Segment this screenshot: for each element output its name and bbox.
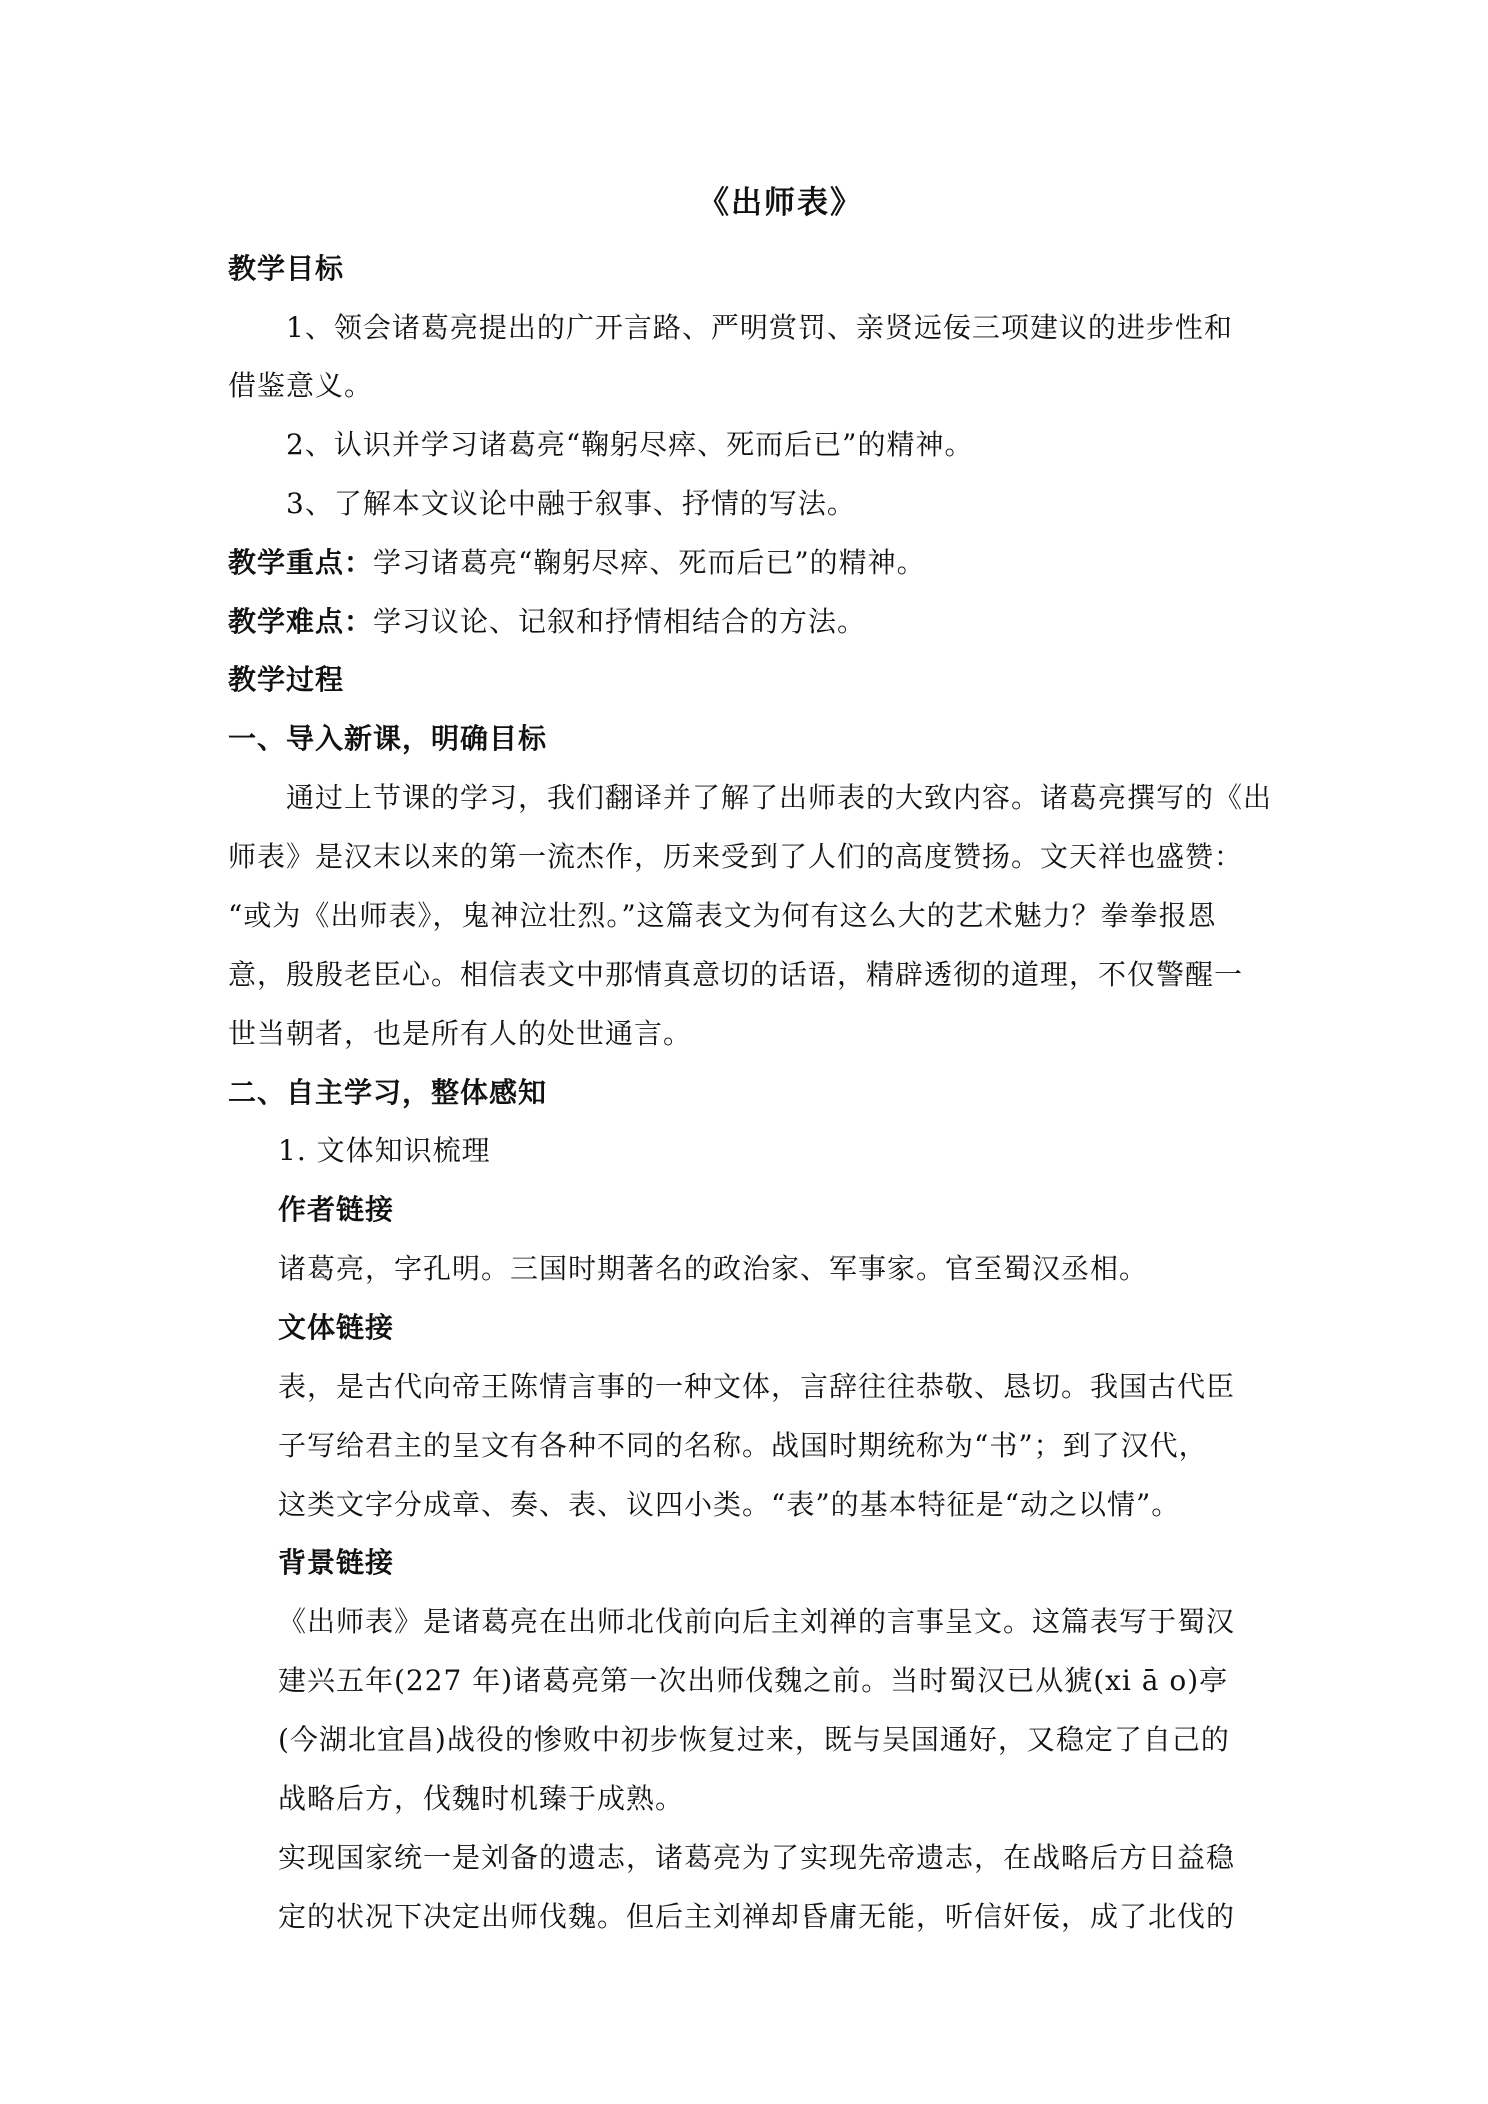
section-1-heading: 一、导入新课，明确目标: [228, 722, 548, 755]
genre-line: 子写给君主的呈文有各种不同的名称。战国时期统称为“书”；到了汉代，: [278, 1429, 1208, 1462]
intro-line: 意，殷殷老臣心。相信表文中那情真意切的话语，精辟透彻的道理，不仅警醒一: [228, 958, 1244, 991]
background-line: 战略后方，伐魏时机臻于成熟。: [278, 1782, 685, 1815]
section-2-heading: 二、自主学习，整体感知: [228, 1076, 548, 1109]
author-text: 诸葛亮，字孔明。三国时期著名的政治家、军事家。官至蜀汉丞相。: [278, 1252, 1149, 1285]
subsection-1: 1. 文体知识梳理: [278, 1134, 491, 1167]
process-heading: 教学过程: [228, 663, 345, 696]
background-line: 《出师表》是诸葛亮在出师北伐前向后主刘禅的言事呈文。这篇表写于蜀汉: [278, 1605, 1236, 1638]
key-point-label: 教学重点：: [228, 546, 374, 579]
key-point-row: [228, 545, 926, 581]
intro-line: 世当朝者，也是所有人的处世通言。: [228, 1017, 693, 1050]
final-line: 实现国家统一是刘备的遗志，诸葛亮为了实现先帝遗志，在战略后方日益稳: [278, 1841, 1236, 1874]
background-line: 建兴五年(227 年)诸葛亮第一次出师伐魏之前。当时蜀汉已从猇(xi ā o)亭: [278, 1664, 1229, 1697]
intro-line: 通过上节课的学习，我们翻译并了解了出师表的大致内容。诸葛亮撰写的《出: [286, 781, 1273, 814]
background-line: (今湖北宜昌)战役的惨败中初步恢复过来，既与吴国通好，又稳定了自己的: [278, 1723, 1230, 1756]
genre-line: 表，是古代向帝王陈情言事的一种文体，言辞往往恭敬、恳切。我国古代臣: [278, 1370, 1236, 1403]
difficulty-row: [228, 604, 866, 640]
difficulty-label: 教学难点：: [228, 605, 374, 638]
document-title: 《出师表》: [698, 185, 863, 221]
intro-line: 师表》是汉末以来的第一流杰作，历来受到了人们的高度赞扬。文天祥也盛赞：: [228, 840, 1244, 873]
key-point-text: 学习诸葛亮“鞠躬尽瘁、死而后已”的精神。: [373, 546, 926, 579]
objective-1-line-1: 1、领会诸葛亮提出的广开言路、严明赏罚、亲贤远佞三项建议的进步性和: [286, 311, 1233, 344]
objective-2: 2、认识并学习诸葛亮“鞠躬尽瘁、死而后已”的精神。: [286, 428, 974, 461]
background-heading: 背景链接: [278, 1546, 395, 1579]
genre-line: 这类文字分成章、奏、表、议四小类。“表”的基本特征是“动之以情”。: [278, 1488, 1181, 1521]
final-line: 定的状况下决定出师伐魏。但后主刘禅却昏庸无能，听信奸佞，成了北伐的: [278, 1900, 1236, 1933]
objective-3: 3、了解本文议论中融于叙事、抒情的写法。: [286, 487, 856, 520]
objective-1-line-2: 借鉴意义。: [228, 369, 374, 402]
intro-line: “或为《出师表》，鬼神泣壮烈。”这篇表文为何有这么大的艺术魅力？拳拳报恩: [228, 899, 1217, 932]
objectives-heading: 教学目标: [228, 252, 345, 285]
difficulty-text: 学习议论、记叙和抒情相结合的方法。: [373, 605, 867, 638]
genre-heading: 文体链接: [278, 1311, 395, 1344]
author-heading: 作者链接: [278, 1193, 395, 1226]
